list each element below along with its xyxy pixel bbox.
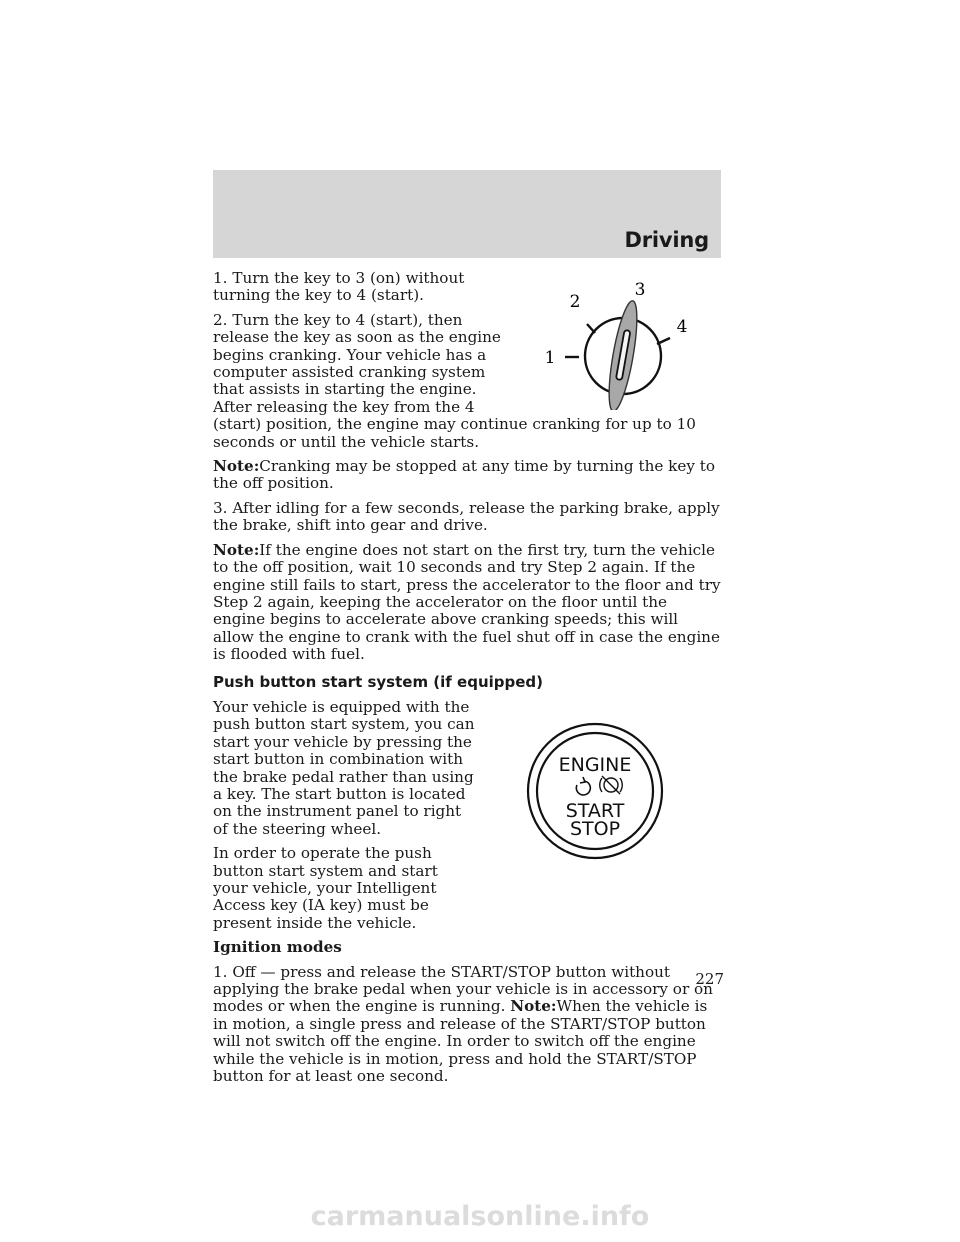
button-text-stop: STOP (569, 817, 621, 840)
position-1-label: 1 (544, 348, 556, 368)
page-body (213, 270, 723, 1092)
watermark: carmanualsonline.info (310, 1201, 650, 1232)
button-text-engine: ENGINE (558, 753, 632, 776)
step-1-text: 1. Turn the key to 3 (on) without turning the key to 4 (start). (213, 269, 465, 305)
step-3-text: 3. After idling for a few seconds, release the parking brake, apply the brake, shift into gear and drive. (213, 498, 720, 535)
ignition-note-label: Note: (510, 997, 557, 1016)
position-2-label: 2 (569, 292, 581, 312)
note-2-text: If the engine does not start on the first try, turn the vehicle to the off position, wait 10 seconds and try Step 2 again. If the engine still fails to start, press the accelerator to the floor and try Step 2 again, keeping the accelerator on the floor until the engine begins to accelerate above cranking speeds; this will allow the engine to crank with the fuel shut off in case the engine is flooded with fuel. (213, 540, 721, 664)
section-header (213, 170, 721, 258)
note-2 (213, 542, 723, 664)
note-1-text: Cranking may be stopped at any time by turning the key to the off position. (213, 457, 716, 493)
button-text-start: START (565, 799, 625, 822)
push-button-requirement: In order to operate the push button start system and start your vehicle, your Intelligent Access key (IA key) must be present inside the vehicle. (213, 844, 438, 932)
position-3-label: 3 (634, 280, 646, 300)
position-4-label: 4 (676, 317, 688, 337)
note-1 (213, 458, 723, 493)
step-2-text: 2. Turn the key to 4 (start), then release the key as soon as the engine begins cranking. Your vehicle has a computer assisted cranking system that assists in starting the engine. After releasing the key from the 4 (start) position, the engine may continue cranking for up to 10 seconds or until the vehicle starts. (213, 310, 696, 451)
ignition-modes-heading: Ignition modes (213, 938, 342, 957)
ignition-key-diagram (523, 270, 723, 410)
engine-start-stop-button-diagram (505, 707, 685, 877)
ignition-mode-off-text: 1. Off — press and release the START/STOP button without applying the brake pedal when your vehicle is in accessory or on modes or when the engine is running. (213, 962, 713, 1016)
section-title: Driving (624, 228, 709, 252)
push-button-intro: Your vehicle is equipped with the push button start system, you can start your vehicle by pressing the start button in combination with the brake pedal rather than using a key. The start button is located on the instrument panel to right of the steering wheel. (213, 697, 475, 838)
note-1-label: Note: (213, 457, 260, 476)
ignition-mode-off (213, 964, 723, 1086)
push-button-heading: Push button start system (if equipped) (213, 672, 544, 691)
note-2-label: Note: (213, 540, 260, 559)
page-number: 227 (695, 970, 724, 988)
ignition-note-text: When the vehicle is in motion, a single press and release of the START/STOP button will not switch off the engine. In order to switch off the engine while the vehicle is in motion, press and hold the START/STOP button for at least one second. (213, 997, 708, 1086)
